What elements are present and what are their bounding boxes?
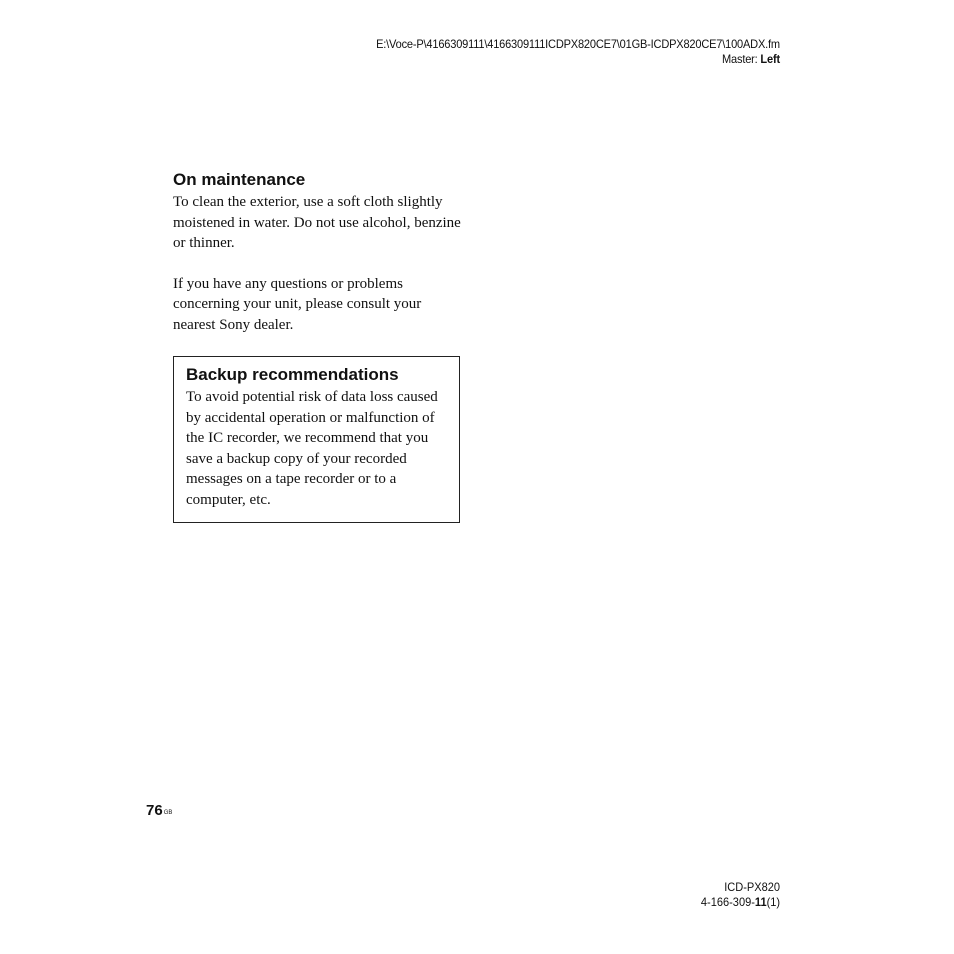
document-header <box>376 37 780 67</box>
document-footer <box>701 880 780 910</box>
page-number <box>146 802 172 820</box>
master-value: Left <box>760 52 780 66</box>
model-number: ICD-PX820 <box>724 880 780 894</box>
part-number-prefix: 4-166-309- <box>700 895 755 909</box>
maintenance-section <box>173 170 463 335</box>
maintenance-heading: On maintenance <box>173 170 306 189</box>
maintenance-paragraph-1: To clean the exterior, use a soft cloth slightly moistened in water. Do not use alcohol, benzine or thinner. <box>173 194 461 251</box>
file-path: E:\Voce-P\4166309111\4166309111ICDPX820CE7\01GB-ICDPX820CE7\100ADX.fm <box>376 37 780 51</box>
master-line <box>376 52 780 67</box>
page-number-suffix: GB <box>163 810 173 816</box>
part-number-suffix: (1) <box>766 895 780 909</box>
maintenance-paragraph-2: If you have any questions or problems concerning your unit, please consult your nearest Sony dealer. <box>173 275 422 333</box>
backup-recommendations-box <box>173 356 460 523</box>
master-label: Master: <box>722 52 761 66</box>
part-number <box>701 895 780 910</box>
backup-box-content <box>186 365 456 510</box>
backup-paragraph: To avoid potential risk of data loss caused by accidental operation or malfunction of the IC recorder, we recommend that you save a backup copy of your recorded messages on a tape recorder or to a computer, etc. <box>186 389 438 508</box>
page-number-value: 76 <box>146 802 163 819</box>
part-number-bold: 11 <box>754 895 767 909</box>
backup-heading: Backup recommendations <box>186 365 399 384</box>
